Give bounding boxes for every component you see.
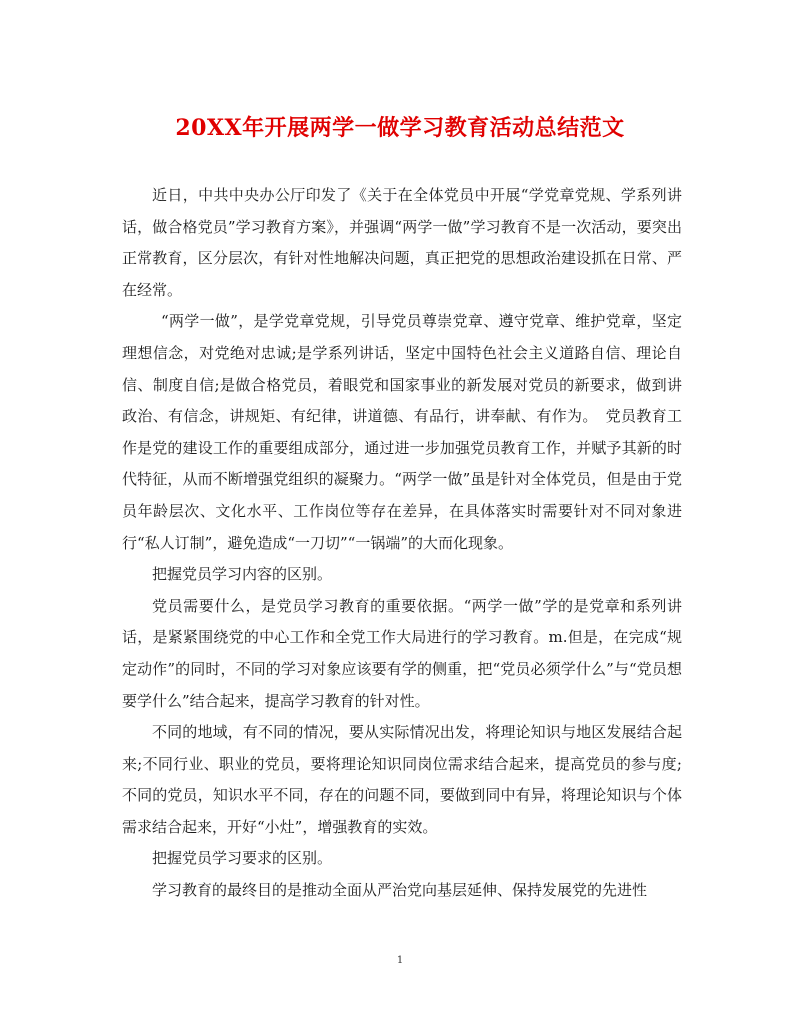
document-title: 20XX年开展两学一做学习教育活动总结范文 <box>175 115 625 141</box>
paragraph-two-study-one-do: “两学一做”，是学党章党规，引导党员尊崇党章、遵守党章、维护党章，坚定理想信念，对党绝对忠诚;是学系列讲话，坚定中国特色社会主义道路自信、理论自信、制度自信;是做合格党员，着眼党和国家事业的新发展对党员的新要求，做到讲政治、有信念，讲规矩、有纪律，讲道德、有品行，讲奉献、有作为。 党员教育工作是党的建设工作的重要组成部分，通过进一步加强党员教育工作，并赋予其新的时代特征，从而不断增强党组织的凝聚力。“两学一做”虽是针对全体党员，但是由于党员年龄层次、文化水平、工作岗位等存在差异，在具体落实时需要针对不同对象进行“私人订制”，避免造成“一刀切”“一锅端”的大而化现象。 <box>122 312 682 552</box>
paragraph-heading-content-difference: 把握党员学习内容的区别。 <box>152 565 333 584</box>
page-number: 1 <box>396 955 404 966</box>
document-body <box>122 180 698 907</box>
paragraph-final-goal: 学习教育的最终目的是推动全面从严治党向基层延伸、保持发展党的先进性 <box>152 881 648 900</box>
paragraph-member-needs: 党员需要什么，是党员学习教育的重要依据。“两学一做”学的是党章和系列讲话，是紧紧围绕党的中心工作和全党工作大局进行的学习教育。m.但是，在完成“规定动作”的同时，不同的学习对象应该要有学的侧重，把“党员必须学什么”与“党员想要学什么”结合起来，提高学习教育的针对性。 <box>122 596 682 710</box>
paragraph-intro: 近日，中共中央办公厅印发了《关于在全体党员中开展“学党章党规、学系列讲话，做合格党员”学习教育方案》，并强调“两学一做”学习教育不是一次活动，要突出正常教育，区分层次，有针对性地解决问题，真正把党的思想政治建设抓在日常、严在经常。 <box>122 186 682 299</box>
paragraph-heading-requirement-difference: 把握党员学习要求的区别。 <box>152 849 333 868</box>
paragraph-regions: 不同的地域，有不同的情况，要从实际情况出发，将理论知识与地区发展结合起来;不同行业、职业的党员，要将理论知识同岗位需求结合起来，提高党员的参与度; 不同的党员，知识水平不同，存在的问题不同，要做到同中有异，将理论知识与个体需求结合起来，开好“小灶”，增强教育的实效。 <box>122 723 698 836</box>
